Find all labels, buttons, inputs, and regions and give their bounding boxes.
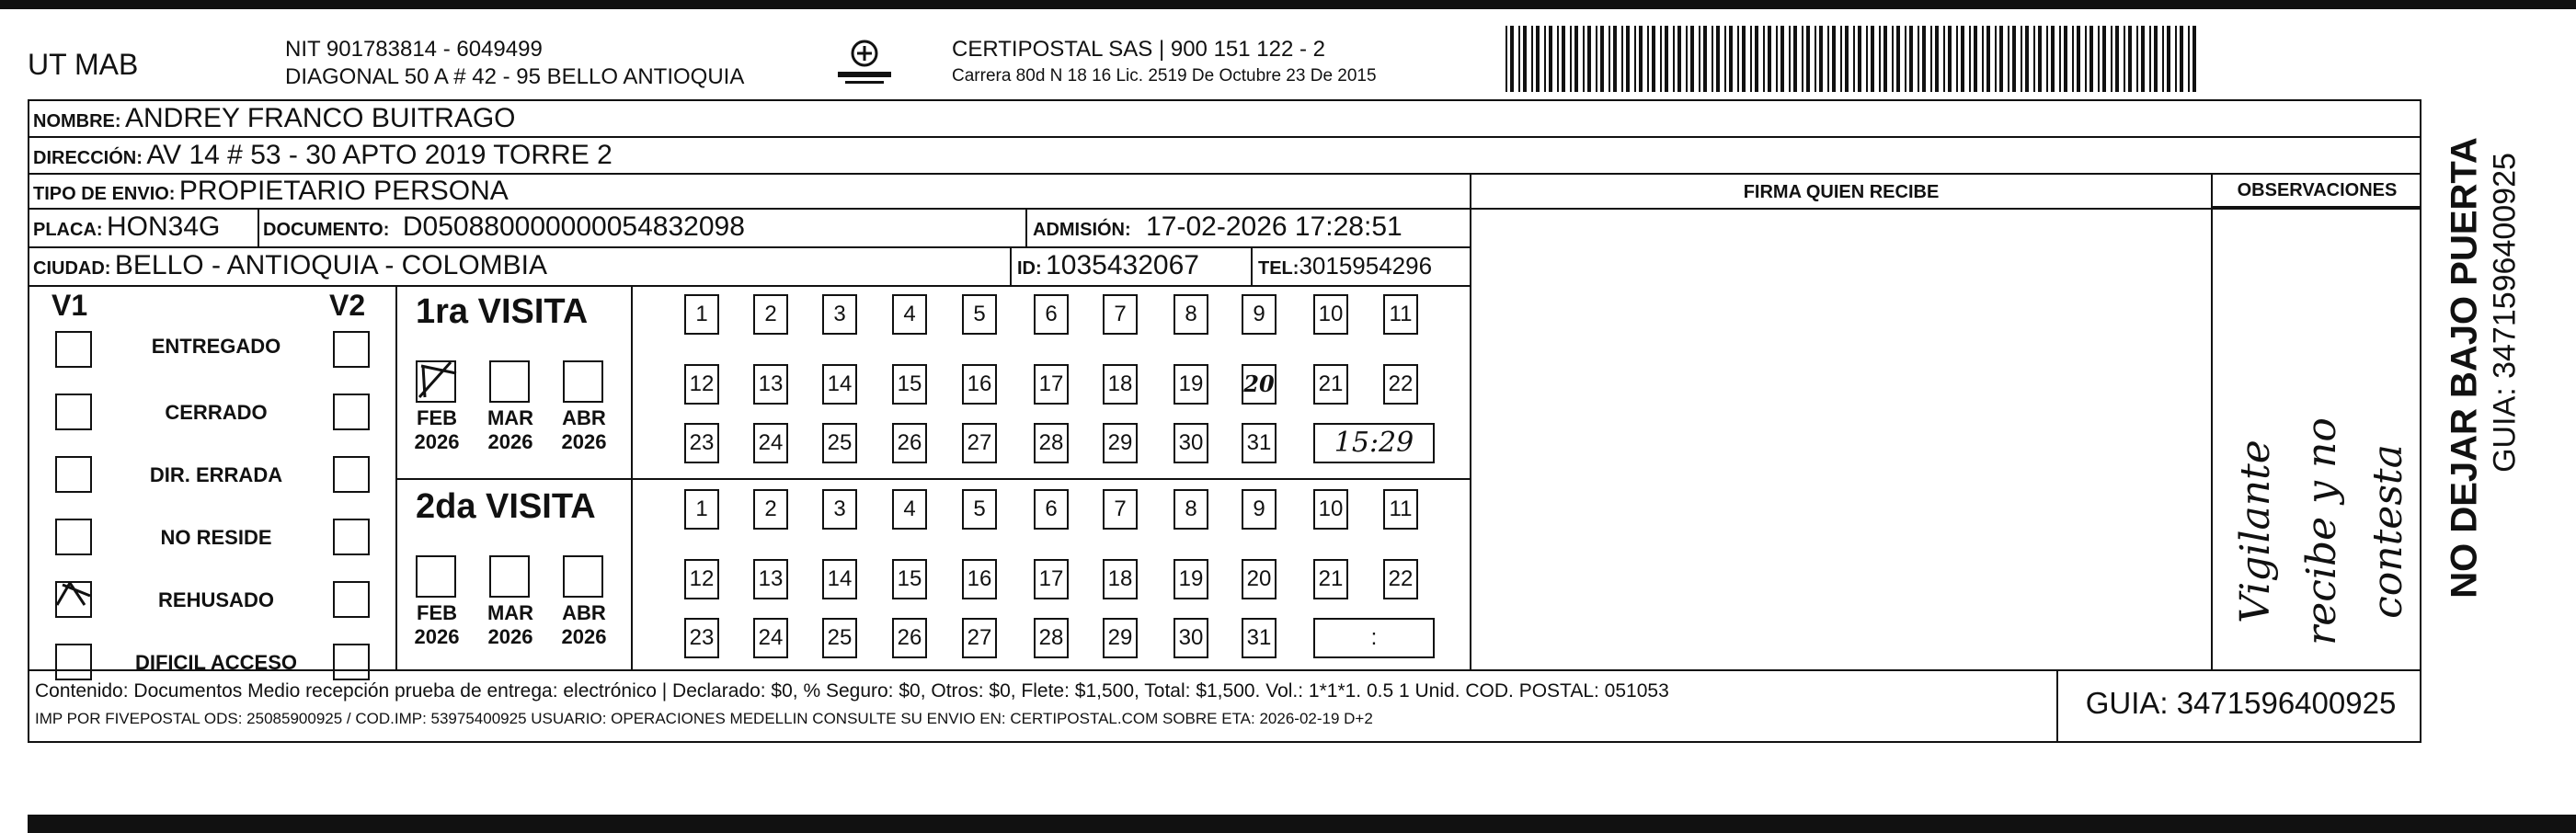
barcode-bar [1930, 26, 1932, 92]
footer-guia: GUIA: 3471596400925 [2085, 686, 2397, 720]
nit-text: NIT 901783814 - 6049499 [285, 37, 543, 62]
v2-label: V2 [329, 289, 366, 322]
id-cell [1017, 250, 1199, 281]
barcode-bar [1712, 26, 1713, 92]
barcode-bar [2128, 26, 2132, 92]
barcode-bar [1570, 26, 1572, 92]
barcode-bar [1647, 26, 1649, 92]
day-box[interactable]: 24 [753, 618, 788, 658]
month-year: 2026 [414, 430, 460, 453]
barcode-bar [1883, 26, 1887, 92]
day-box[interactable]: 23 [684, 423, 719, 463]
day-box[interactable]: 1 [684, 294, 719, 335]
barcode-bar [1905, 26, 1906, 92]
carrier-name: CERTIPOSTAL SAS | 900 151 122 - 2 [952, 37, 1325, 62]
status-option-label: NO RESIDE [160, 526, 272, 549]
barcode-bar [1763, 26, 1765, 92]
month-checkbox[interactable] [489, 360, 530, 403]
imp-text: IMP POR FIVEPOSTAL ODS: 25085900925 / COD.IMP: 53975400925 USUARIO: OPERACIONES MEDELLIN CONSULTE SU ENVIO EN: CERTIPOSTAL.COM SOBRE ETA: 2026-02-19 D+2 [35, 710, 1373, 727]
nombre-label: NOMBRE: [33, 111, 121, 131]
day-box[interactable]: 9 [1242, 489, 1277, 530]
day-box[interactable]: 28 [1034, 423, 1069, 463]
month-name: MAR [487, 406, 534, 429]
scan-edge-top [0, 0, 2576, 9]
barcode-bar [2038, 26, 2042, 92]
v1-checkbox[interactable] [55, 394, 92, 430]
id-label: ID: [1017, 258, 1042, 279]
day-box[interactable]: 18 [1103, 364, 1138, 405]
barcode-bar [2098, 26, 2100, 92]
barcode-bar [1699, 26, 1700, 92]
barcode-bar [1832, 26, 1836, 92]
barcode-bar [1652, 26, 1655, 92]
day-box[interactable]: 13 [753, 559, 788, 599]
day-box[interactable]: 26 [892, 423, 927, 463]
documento-cell [263, 211, 745, 243]
day-box[interactable]: 6 [1034, 294, 1069, 335]
barcode-bar [1896, 26, 1900, 92]
barcode-bar [1737, 26, 1739, 92]
day-box[interactable]: 17 [1034, 559, 1069, 599]
day-box[interactable]: 11 [1383, 489, 1418, 530]
v1-checkbox[interactable] [55, 581, 92, 618]
barcode-bar [1544, 26, 1546, 92]
day-box[interactable]: 20 [1242, 559, 1277, 599]
barcode-bar [1729, 26, 1733, 92]
day-box[interactable]: 13 [753, 364, 788, 405]
barcode-bar [1858, 26, 1861, 92]
certipostal-logo [832, 37, 897, 92]
month-checkbox[interactable] [416, 555, 456, 598]
barcode-bar [1703, 26, 1707, 92]
barcode-bar [1587, 26, 1591, 92]
barcode-bar [1789, 26, 1791, 92]
day-box[interactable]: 12 [684, 559, 719, 599]
status-option-label: ENTREGADO [151, 335, 281, 358]
barcode-bar [1755, 26, 1758, 92]
barcode-bar [1716, 26, 1720, 92]
observation-note [2207, 294, 2446, 662]
barcode-bar [1776, 26, 1778, 92]
barcode-bar [1879, 26, 1881, 92]
admision-label: ADMISIÓN: [1033, 220, 1131, 240]
month-year: 2026 [561, 430, 607, 453]
barcode-bar [1626, 26, 1630, 92]
barcode-bar [1948, 26, 1952, 92]
id-value: 1035432067 [1046, 250, 1199, 280]
v2-checkbox[interactable] [333, 456, 370, 493]
day-box[interactable]: 24 [753, 423, 788, 463]
barcode-bar [2192, 26, 2196, 92]
visit2-title: 2da VISITA [416, 487, 596, 526]
day-box[interactable]: 10 [1313, 489, 1348, 530]
barcode-bar [1531, 26, 1533, 92]
day-box[interactable]: 18 [1103, 559, 1138, 599]
day-box[interactable]: 7 [1103, 489, 1138, 530]
barcode-bar [2089, 26, 2093, 92]
barcode-bar [2025, 26, 2029, 92]
day-box[interactable]: 21 [1313, 559, 1348, 599]
day-box[interactable]: 12 [684, 364, 719, 405]
day-box[interactable]: 16 [962, 559, 997, 599]
day-box[interactable]: 1 [684, 489, 719, 530]
barcode-bar [2046, 26, 2048, 92]
barcode-bar [2102, 26, 2106, 92]
barcode-bar [2077, 26, 2080, 92]
direccion-row [33, 140, 613, 171]
barcode-bar [1871, 26, 1874, 92]
placa-label: PLACA: [33, 220, 103, 240]
documento-value: D050880000000054832098 [402, 211, 745, 242]
barcode-bar [1815, 26, 1816, 92]
v2-checkbox[interactable] [333, 581, 370, 618]
barcode-bar [1665, 26, 1668, 92]
barcode-bar [1660, 26, 1662, 92]
day-box[interactable]: 26 [892, 618, 927, 658]
month-name: MAR [487, 601, 534, 624]
barcode-bar [1639, 26, 1643, 92]
contenido-text: Contenido: Documentos Medio recepción prueba de entrega: electrónico | Declarado: $0, % Seguro: $0, Otros: $0, Flete: $1,500, Total: $1,500. Vol.: 1*1*1. 0.5 1 Unid. COD. POSTAL: 051053 [35, 680, 1669, 702]
day-box[interactable]: 28 [1034, 618, 1069, 658]
barcode-bar [1634, 26, 1636, 92]
barcode-bar [1510, 26, 1514, 92]
ciudad-cell [33, 250, 547, 281]
direccion-value: AV 14 # 53 - 30 APTO 2019 TORRE 2 [146, 140, 613, 170]
day-box[interactable]: 8 [1174, 489, 1208, 530]
barcode-bar [1827, 26, 1829, 92]
barcode-bar [1673, 26, 1675, 92]
day-box[interactable]: 4 [892, 489, 927, 530]
barcode-bar [1690, 26, 1694, 92]
barcode-bar [1557, 26, 1559, 92]
barcode-bar [1986, 26, 1990, 92]
day-box[interactable]: 14 [822, 559, 857, 599]
placa-value: HON34G [107, 211, 221, 242]
day-box[interactable]: 8 [1174, 294, 1208, 335]
barcode-bar [2167, 26, 2170, 92]
barcode-bar [1574, 26, 1578, 92]
barcode-bar [1922, 26, 1926, 92]
day-box[interactable]: 31 [1242, 618, 1277, 658]
barcode-bar [1596, 26, 1597, 92]
barcode-bar [1961, 26, 1964, 92]
day-box[interactable]: 17 [1034, 364, 1069, 405]
barcode-bar [1802, 26, 1803, 92]
day-box[interactable]: 19 [1174, 559, 1208, 599]
carrier-address: Carrera 80d N 18 16 Lic. 2519 De Octubre 23 De 2015 [952, 66, 1377, 86]
day-box[interactable]: 25 [822, 423, 857, 463]
visit1-title: 1ra VISITA [416, 292, 589, 331]
v2-checkbox[interactable] [333, 331, 370, 368]
barcode-bar [1536, 26, 1540, 92]
barcode-bar [1600, 26, 1604, 92]
company-name: UT MAB [28, 48, 139, 81]
barcode-bar [1780, 26, 1784, 92]
barcode-bar [2180, 26, 2183, 92]
day-box[interactable]: 5 [962, 489, 997, 530]
month-checkbox[interactable] [489, 555, 530, 598]
nombre-row [33, 103, 516, 134]
barcode-bar [2141, 26, 2145, 92]
day-box[interactable]: 23 [684, 618, 719, 658]
barcode-bar [1853, 26, 1855, 92]
day-box[interactable]: 16 [962, 364, 997, 405]
month-name: FEB [417, 406, 457, 429]
tipo-label: TIPO DE ENVIO: [33, 184, 176, 204]
barcode-bar [1686, 26, 1688, 92]
barcode-bar [1793, 26, 1797, 92]
barcode-bar [1583, 26, 1585, 92]
observation-line-3: contesta [2364, 444, 2411, 619]
barcode-bar [1943, 26, 1945, 92]
barcode-bar [1840, 26, 1842, 92]
barcode-bar [1724, 26, 1726, 92]
day-box[interactable]: 15 [892, 559, 927, 599]
observaciones-header: OBSERVACIONES [2237, 180, 2398, 200]
barcode-bar [2162, 26, 2164, 92]
month-name: ABR [562, 406, 606, 429]
admision-cell [1033, 211, 1402, 243]
barcode-bar [1562, 26, 1565, 92]
day-box[interactable]: 3 [822, 294, 857, 335]
day-box-marked[interactable]: 20 [1242, 364, 1277, 405]
barcode-bar [2175, 26, 2177, 92]
day-box[interactable]: 9 [1242, 294, 1277, 335]
day-box[interactable]: 29 [1103, 618, 1138, 658]
v1-checkbox[interactable] [55, 456, 92, 493]
barcode-bar [1518, 26, 1520, 92]
barcode-bar [1549, 26, 1552, 92]
day-box[interactable]: 19 [1174, 364, 1208, 405]
barcode-bar [1750, 26, 1752, 92]
month-year: 2026 [487, 625, 533, 648]
v2-checkbox[interactable] [333, 519, 370, 555]
day-box[interactable]: 6 [1034, 489, 1069, 530]
day-box[interactable]: 31 [1242, 423, 1277, 463]
barcode-bar [2021, 26, 2022, 92]
day-box[interactable]: 25 [822, 618, 857, 658]
barcode-bar [1956, 26, 1958, 92]
nombre-value: ANDREY FRANCO BUITRAGO [125, 103, 516, 133]
day-box[interactable]: 27 [962, 618, 997, 658]
barcode-bar [1982, 26, 1984, 92]
v1-checkbox[interactable] [55, 519, 92, 555]
barcode-bar [1806, 26, 1810, 92]
barcode-bar [1909, 26, 1913, 92]
barcode-bar [1768, 26, 1771, 92]
admision-value: 17-02-2026 17:28:51 [1146, 211, 1402, 242]
barcode-bar [2115, 26, 2119, 92]
barcode-bar [1974, 26, 1977, 92]
v1-checkbox[interactable] [55, 331, 92, 368]
day-box[interactable]: 3 [822, 489, 857, 530]
ciudad-value: BELLO - ANTIOQUIA - COLOMBIA [114, 250, 548, 280]
day-box[interactable]: 27 [962, 423, 997, 463]
barcode-bar [1742, 26, 1746, 92]
month-name: ABR [562, 601, 606, 624]
side-warning-text: NO DEJAR BAJO PUERTA [2444, 137, 2485, 599]
barcode-bar [1506, 26, 1507, 92]
documento-label: DOCUMENTO: [263, 220, 390, 240]
barcode-bar [1845, 26, 1849, 92]
barcode-bar [1999, 26, 2003, 92]
day-box[interactable]: 4 [892, 294, 927, 335]
day-box[interactable]: 22 [1383, 559, 1418, 599]
day-box[interactable]: 5 [962, 294, 997, 335]
day-box[interactable]: 2 [753, 489, 788, 530]
barcode-bar [2012, 26, 2016, 92]
month-checkbox[interactable] [563, 360, 603, 403]
barcode [1504, 26, 2198, 92]
barcode-bar [2085, 26, 2087, 92]
tel-value: 3015954296 [1299, 252, 1433, 280]
side-guia [2487, 92, 2524, 644]
status-option-label: DIFICIL ACCESO [134, 651, 297, 674]
sender-address: DIAGONAL 50 A # 42 - 95 BELLO ANTIOQUIA [285, 64, 745, 89]
observation-line-1: Vigilante [2232, 439, 2279, 623]
barcode-bar [1935, 26, 1939, 92]
month-year: 2026 [487, 430, 533, 453]
barcode-bar [1866, 26, 1868, 92]
barcode-bar [1677, 26, 1681, 92]
day-box[interactable]: 14 [822, 364, 857, 405]
tel-cell [1258, 252, 1432, 280]
side-warning [2437, 92, 2492, 644]
time-box[interactable]: : [1313, 618, 1435, 658]
barcode-bar [2149, 26, 2151, 92]
day-box[interactable]: 2 [753, 294, 788, 335]
scan-edge-bottom [28, 815, 2576, 833]
day-box[interactable]: 15 [892, 364, 927, 405]
direccion-label: DIRECCIÓN: [33, 148, 143, 168]
barcode-bar [2072, 26, 2074, 92]
firma-header: FIRMA QUIEN RECIBE [1743, 182, 1940, 202]
status-option-label: CERRADO [165, 401, 268, 424]
barcode-bar [2051, 26, 2055, 92]
barcode-bar [1621, 26, 1623, 92]
day-box[interactable]: 11 [1383, 294, 1418, 335]
barcode-bar [2059, 26, 2061, 92]
day-box[interactable]: 30 [1174, 618, 1208, 658]
barcode-bar [2064, 26, 2067, 92]
day-box[interactable]: 30 [1174, 423, 1208, 463]
v2-checkbox[interactable] [333, 394, 370, 430]
placa-cell [33, 211, 220, 243]
month-checkbox[interactable] [416, 360, 456, 403]
barcode-bar [1995, 26, 1997, 92]
month-checkbox[interactable] [563, 555, 603, 598]
time-box[interactable]: 15:29 [1313, 423, 1435, 463]
barcode-bar [1819, 26, 1823, 92]
day-box[interactable]: 7 [1103, 294, 1138, 335]
day-box[interactable]: 10 [1313, 294, 1348, 335]
observation-line-2: recibe y no [2298, 417, 2345, 645]
barcode-bar [2008, 26, 2009, 92]
barcode-bar [1613, 26, 1617, 92]
barcode-bar [1523, 26, 1527, 92]
tipo-value: PROPIETARIO PERSONA [178, 176, 509, 206]
tipo-row [33, 176, 509, 207]
barcode-bar [1892, 26, 1894, 92]
month-year: 2026 [414, 625, 460, 648]
v1-label: V1 [52, 289, 88, 322]
barcode-bar [2136, 26, 2138, 92]
barcode-bar [1918, 26, 1919, 92]
v2-checkbox[interactable] [333, 644, 370, 680]
v1-checkbox[interactable] [55, 644, 92, 680]
barcode-bar [2188, 26, 2190, 92]
side-guia-text: GUIA: 3471596400925 [2487, 153, 2523, 473]
ciudad-label: CIUDAD: [33, 258, 111, 279]
tel-label: TEL: [1258, 258, 1299, 279]
barcode-bar [1969, 26, 1971, 92]
barcode-bar [2111, 26, 2112, 92]
day-box[interactable]: 29 [1103, 423, 1138, 463]
barcode-bar [2124, 26, 2125, 92]
status-option-label: REHUSADO [158, 588, 274, 611]
barcode-bar [2033, 26, 2035, 92]
month-year: 2026 [561, 625, 607, 648]
day-box[interactable]: 21 [1313, 364, 1348, 405]
status-option-label: DIR. ERRADA [149, 463, 283, 486]
barcode-bar [2154, 26, 2158, 92]
day-box[interactable]: 22 [1383, 364, 1418, 405]
barcode-bar [1609, 26, 1610, 92]
month-name: FEB [417, 601, 457, 624]
